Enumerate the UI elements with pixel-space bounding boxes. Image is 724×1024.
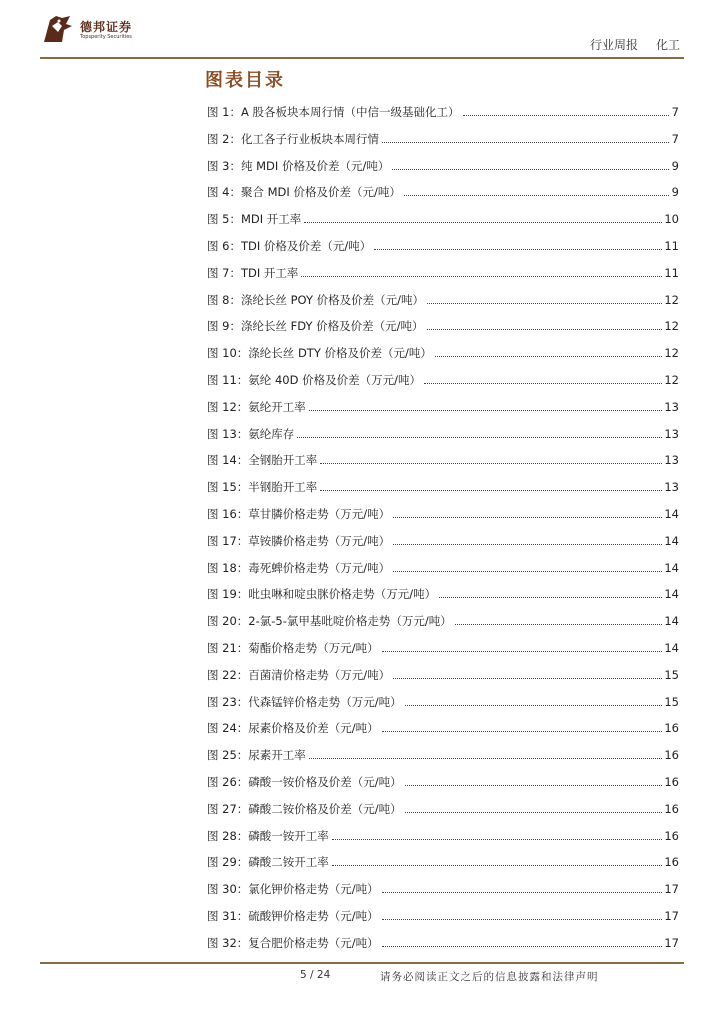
toc-entry-label: 图 13：氨纶库存 xyxy=(207,426,295,441)
toc-leader-dots xyxy=(424,383,662,384)
toc-leader-dots xyxy=(404,195,669,196)
toc-leader-dots xyxy=(304,222,662,223)
toc-entry-label: 图 6：TDI 价格及价差（元/吨） xyxy=(207,238,372,253)
toc-leader-dots xyxy=(382,651,663,652)
toc-entry-label: 图 19：吡虫啉和啶虫脒价格走势（万元/吨） xyxy=(207,587,437,602)
toc-entry[interactable] xyxy=(207,292,679,319)
toc-entry-label: 图 27：磷酸二铵价格及价差（元/吨） xyxy=(207,801,402,816)
toc-entry-page: 16 xyxy=(664,721,679,736)
toc-entry[interactable] xyxy=(207,667,679,694)
toc-entry-page: 15 xyxy=(664,667,679,682)
toc-entry-page: 14 xyxy=(664,533,679,548)
toc-entry[interactable] xyxy=(207,372,679,399)
toc-entry-page: 14 xyxy=(664,640,679,655)
toc-entry-label: 图 25：尿素开工率 xyxy=(207,748,306,763)
page-number: 5 / 24 xyxy=(300,969,331,981)
toc-leader-dots xyxy=(382,946,663,947)
toc-entry[interactable] xyxy=(207,560,679,587)
toc-entry-label: 图 30：氯化钾价格走势（元/吨） xyxy=(207,882,379,897)
toc-leader-dots xyxy=(427,329,663,330)
toc-entry[interactable] xyxy=(207,613,679,640)
toc-entry-page: 17 xyxy=(664,908,679,923)
toc-leader-dots xyxy=(332,865,663,866)
page-header xyxy=(40,12,684,60)
toc-entry[interactable] xyxy=(207,533,679,560)
sector-label: 化工 xyxy=(655,38,680,52)
toc-entry[interactable] xyxy=(207,694,679,721)
toc-leader-dots xyxy=(393,517,662,518)
toc-entry[interactable] xyxy=(207,801,679,828)
figure-toc xyxy=(207,104,679,962)
toc-entry-label: 图 28：磷酸一铵开工率 xyxy=(207,828,329,843)
logo-en-text: Topsperity Securities xyxy=(80,33,132,40)
toc-entry[interactable] xyxy=(207,506,679,533)
toc-entry[interactable] xyxy=(207,479,679,506)
toc-leader-dots xyxy=(374,249,662,250)
toc-entry-page: 12 xyxy=(664,319,679,334)
toc-entry-page: 17 xyxy=(664,882,679,897)
toc-entry-label: 图 8：涤纶长丝 POY 价格及价差（元/吨） xyxy=(207,292,425,307)
toc-entry-page: 16 xyxy=(664,855,679,870)
toc-entry-page: 13 xyxy=(664,399,679,414)
toc-entry-page: 9 xyxy=(671,158,679,173)
toc-entry-page: 13 xyxy=(664,480,679,495)
toc-entry-label: 图 3：纯 MDI 价格及价差（元/吨） xyxy=(207,158,390,173)
toc-entry-label: 图 15：半钢胎开工率 xyxy=(207,480,318,495)
toc-leader-dots xyxy=(405,812,663,813)
toc-entry-label: 图 10：涤纶长丝 DTY 价格及价差（元/吨） xyxy=(207,346,432,361)
toc-entry[interactable] xyxy=(207,318,679,345)
toc-entry-page: 17 xyxy=(664,935,679,950)
toc-entry-page: 15 xyxy=(664,694,679,709)
toc-entry-label: 图 4：聚合 MDI 价格及价差（元/吨） xyxy=(207,185,401,200)
toc-entry-label: 图 31：硫酸钾价格走势（元/吨） xyxy=(207,908,379,923)
toc-entry-page: 12 xyxy=(664,346,679,361)
logo-icon xyxy=(40,12,76,48)
toc-entry[interactable] xyxy=(207,935,679,962)
toc-entry[interactable] xyxy=(207,747,679,774)
toc-leader-dots xyxy=(382,142,669,143)
toc-leader-dots xyxy=(332,839,663,840)
toc-leader-dots xyxy=(405,785,663,786)
toc-leader-dots xyxy=(435,356,662,357)
toc-leader-dots xyxy=(393,544,662,545)
toc-entry[interactable] xyxy=(207,345,679,372)
toc-leader-dots xyxy=(405,705,663,706)
toc-entry[interactable] xyxy=(207,265,679,292)
toc-entry-label: 图 12：氨纶开工率 xyxy=(207,399,306,414)
toc-leader-dots xyxy=(463,115,670,116)
toc-leader-dots xyxy=(382,919,663,920)
toc-leader-dots xyxy=(427,303,662,304)
toc-entry[interactable] xyxy=(207,640,679,667)
toc-entry-label: 图 1：A 股各板块本周行情（中信一级基础化工） xyxy=(207,105,460,119)
toc-leader-dots xyxy=(320,463,662,464)
disclaimer-text: 请务必阅读正文之后的信息披露和法律声明 xyxy=(380,971,599,983)
toc-entry[interactable] xyxy=(207,452,679,479)
toc-entry-label: 图 26：磷酸一铵价格及价差（元/吨） xyxy=(207,774,402,789)
logo-cn-text: 德邦证券 xyxy=(80,19,133,34)
toc-entry-page: 12 xyxy=(664,292,679,307)
toc-entry-label: 图 18：毒死蜱价格走势（万元/吨） xyxy=(207,560,391,575)
toc-leader-dots xyxy=(439,597,662,598)
toc-entry-label: 图 24：尿素价格及价差（元/吨） xyxy=(207,721,379,736)
toc-leader-dots xyxy=(455,624,663,625)
toc-entry-page: 7 xyxy=(671,131,679,146)
toc-leader-dots xyxy=(382,731,663,732)
toc-entry-page: 10 xyxy=(664,212,679,227)
toc-leader-dots xyxy=(309,410,663,411)
page-title: 图表目录 xyxy=(205,70,285,91)
toc-entry-page: 16 xyxy=(664,801,679,816)
toc-entry-label: 图 17：草铵膦价格走势（万元/吨） xyxy=(207,533,391,548)
toc-leader-dots xyxy=(382,892,663,893)
toc-entry[interactable] xyxy=(207,828,679,855)
toc-entry-page: 16 xyxy=(664,748,679,763)
toc-entry[interactable] xyxy=(207,399,679,426)
toc-entry[interactable] xyxy=(207,211,679,238)
toc-entry[interactable] xyxy=(207,908,679,935)
toc-leader-dots xyxy=(393,571,662,572)
toc-leader-dots xyxy=(393,678,662,679)
toc-leader-dots xyxy=(320,490,662,491)
toc-entry-label: 图 7：TDI 开工率 xyxy=(207,265,299,280)
toc-entry-page: 11 xyxy=(664,238,679,253)
toc-entry-label: 图 23：代森锰锌价格走势（万元/吨） xyxy=(207,694,402,709)
toc-entry-label: 图 14：全钢胎开工率 xyxy=(207,453,318,468)
toc-entry-label: 图 21：菊酯价格走势（万元/吨） xyxy=(207,640,379,655)
toc-entry[interactable] xyxy=(207,158,679,185)
toc-entry-page: 14 xyxy=(664,560,679,575)
toc-leader-dots xyxy=(301,276,662,277)
toc-entry-page: 7 xyxy=(671,105,679,119)
header-divider xyxy=(40,57,684,59)
toc-leader-dots xyxy=(392,169,669,170)
toc-entry-label: 图 32：复合肥价格走势（元/吨） xyxy=(207,935,379,950)
toc-entry-page: 13 xyxy=(664,426,679,441)
toc-entry-page: 14 xyxy=(664,506,679,521)
toc-entry[interactable] xyxy=(207,426,679,453)
toc-entry-label: 图 9：涤纶长丝 FDY 价格及价差（元/吨） xyxy=(207,319,424,334)
toc-entry[interactable] xyxy=(207,774,679,801)
company-logo xyxy=(40,12,132,48)
toc-entry-page: 14 xyxy=(664,614,679,629)
toc-leader-dots xyxy=(297,437,662,438)
report-type: 行业周报 xyxy=(589,38,638,52)
toc-entry-label: 图 22：百菌清价格走势（万元/吨） xyxy=(207,667,391,682)
toc-entry[interactable] xyxy=(207,104,679,131)
toc-entry-label: 图 5：MDI 开工率 xyxy=(207,212,302,227)
toc-entry[interactable] xyxy=(207,238,679,265)
toc-entry-label: 图 20：2-氯-5-氯甲基吡啶价格走势（万元/吨） xyxy=(207,614,452,629)
toc-entry-page: 16 xyxy=(664,828,679,843)
footer-divider xyxy=(40,962,684,964)
toc-entry[interactable] xyxy=(207,854,679,881)
toc-entry[interactable] xyxy=(207,720,679,747)
toc-entry[interactable] xyxy=(207,131,679,158)
toc-entry-label: 图 16：草甘膦价格走势（万元/吨） xyxy=(207,506,391,521)
toc-entry-page: 13 xyxy=(664,453,679,468)
toc-leader-dots xyxy=(309,758,663,759)
toc-entry-page: 16 xyxy=(664,774,679,789)
toc-entry[interactable] xyxy=(207,184,679,211)
toc-entry[interactable] xyxy=(207,881,679,908)
toc-entry-page: 11 xyxy=(664,265,679,280)
toc-entry-page: 14 xyxy=(664,587,679,602)
toc-entry-page: 12 xyxy=(664,372,679,387)
toc-entry-label: 图 29：磷酸二铵开工率 xyxy=(207,855,329,870)
toc-entry-label: 图 2：化工各子行业板块本周行情 xyxy=(207,131,379,146)
toc-entry[interactable] xyxy=(207,586,679,613)
toc-entry-page: 9 xyxy=(671,185,679,200)
toc-entry-label: 图 11：氨纶 40D 价格及价差（万元/吨） xyxy=(207,372,421,387)
